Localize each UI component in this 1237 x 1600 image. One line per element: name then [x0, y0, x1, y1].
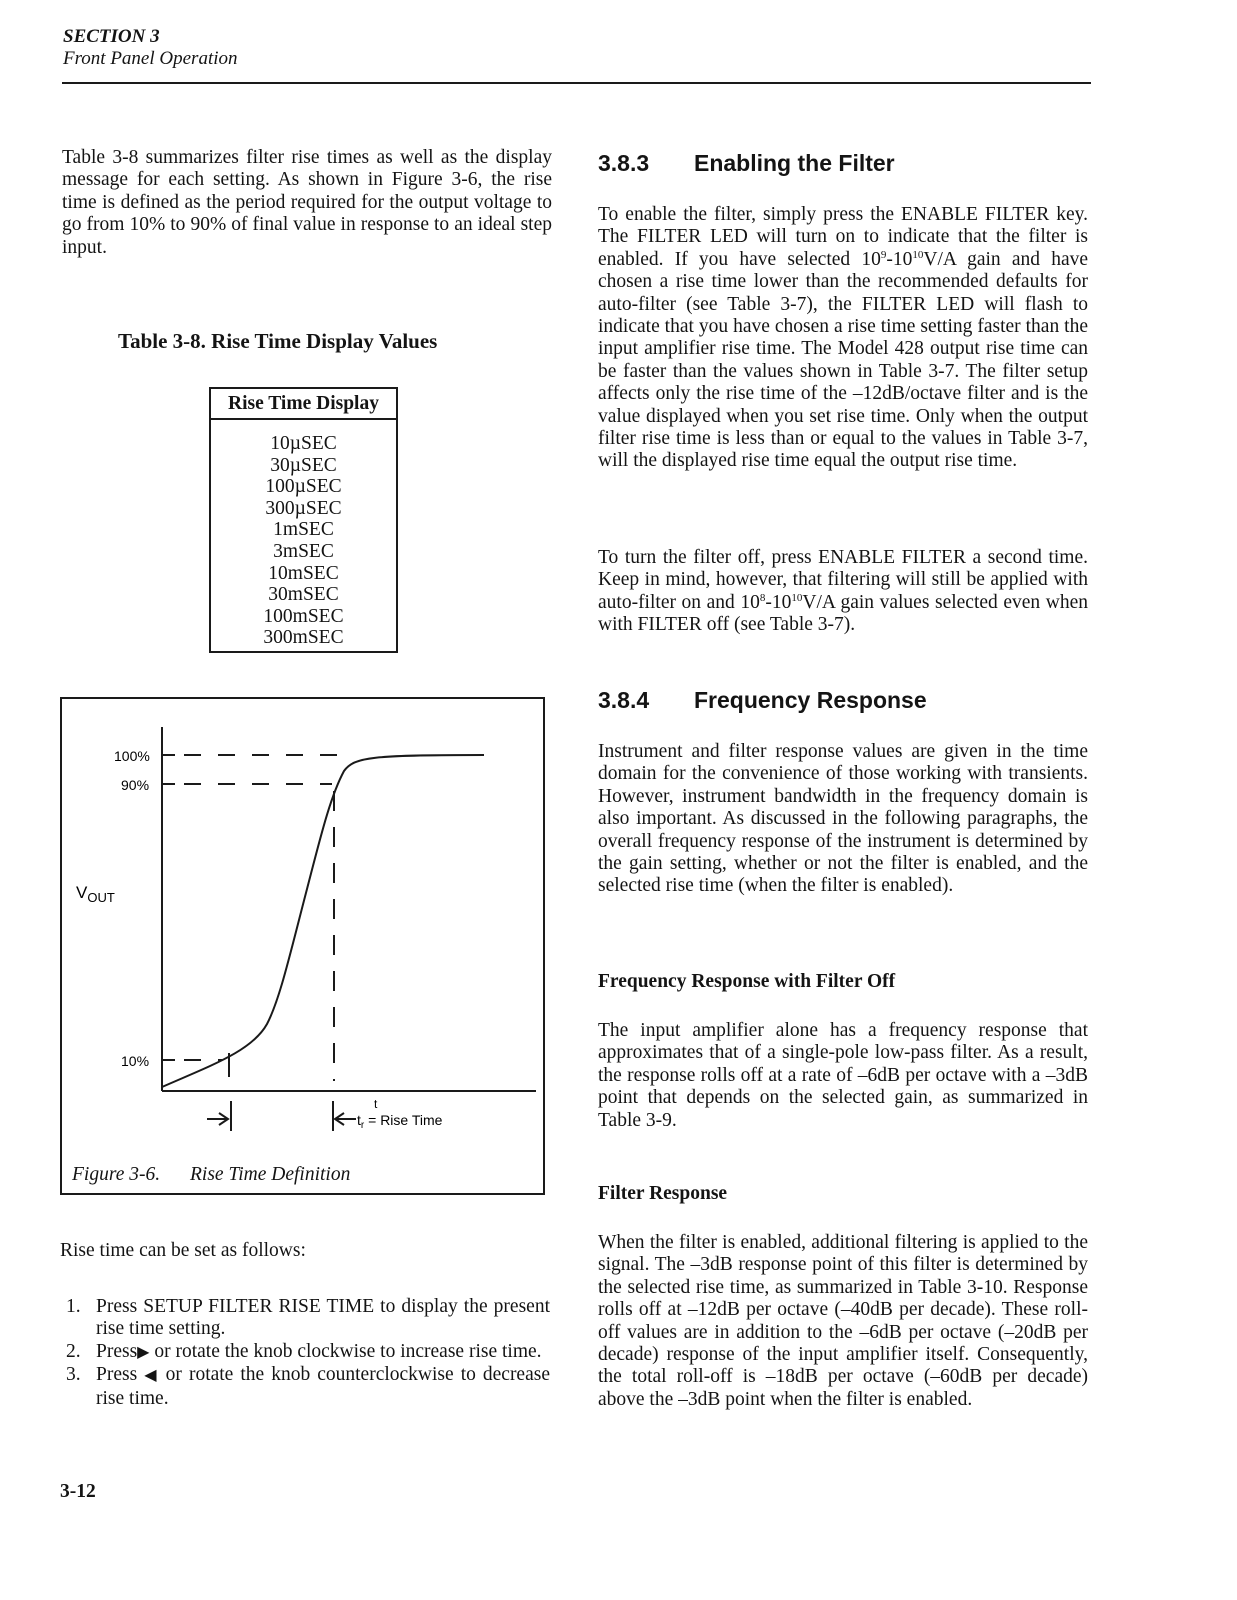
steps-list — [60, 1296, 550, 1410]
heading-3-8-4: 3.8.4 Frequency Response — [598, 687, 927, 713]
figure-title: Rise Time Definition — [190, 1164, 351, 1185]
vout-label: $V_{OUT}$ — [76, 883, 115, 905]
label-100: 100% — [114, 748, 150, 764]
table-row: 30µSEC — [270, 454, 337, 476]
heading-3-8-3: 3.8.3 Enabling the Filter — [598, 150, 895, 176]
table-row: 30mSEC — [268, 584, 339, 606]
label-10: 10% — [121, 1053, 150, 1069]
figure-number: Figure 3-6. — [72, 1164, 161, 1185]
enabling-filter-paragraph-1: To enable the filter, simply press the ENABLE FILTER key. The FILTER LED will turn on to indicate that the filter is enabled. If you have selected $10^9-10^{10}V/A$ gain and have chosen a rise time lower than the recommended defaults for auto-filter (see Table 3-7), the FILTER LED will flash to indicate that you have chosen a rise time setting faster than the input amplifier rise time. The Model 428 output rise time can be faster than the values shown in Table 3-7. The filter setup affects only the rise time of the –12dB/octave filter and is the value displayed when you set rise time. Only when the output filter rise time is less than or equal to the values in Table 3-7, will the displayed rise time equal the output rise time. — [598, 204, 1089, 472]
t-mark: t — [374, 1097, 378, 1111]
list-item: 1. Press SETUP FILTER RISE TIME to display the present rise time setting. — [66, 1296, 550, 1340]
rise-time-diagram — [62, 699, 547, 1197]
table-row: 10mSEC — [268, 562, 339, 584]
page-number: 3-12 — [60, 1481, 96, 1502]
subheading-filter-off: Frequency Response with Filter Off — [598, 971, 896, 992]
frequency-response-paragraph: Instrument and filter response values are given in the time domain for the convenience of those working with transients. However, instrument bandwidth in the frequency domain is also important. As discussed in the following paragraphs, the overall frequency response of the instrument is determined by the gain setting, whether or not the filter is enabled, and the selected rise time (when the filter is enabled). — [598, 741, 1088, 897]
table-row: 10µSEC — [270, 433, 337, 454]
figure-caption — [72, 1164, 350, 1186]
table-row: 1mSEC — [273, 519, 334, 541]
table-header: Rise Time Display — [211, 389, 396, 420]
list-item: 2. Press▶ or rotate the knob clockwise to increase rise time. — [66, 1340, 542, 1362]
header-rule — [62, 82, 1091, 84]
left-arrow-key-icon: ◀ — [144, 1367, 159, 1385]
steps-intro: Rise time can be set as follows: — [60, 1240, 306, 1261]
section-subtitle: Front Panel Operation — [63, 48, 238, 69]
rise-time-table — [209, 387, 398, 653]
table-row: 100mSEC — [263, 605, 344, 627]
list-item: 3. Press ◀ or rotate the knob counterclockwise to decrease rise time. — [66, 1364, 550, 1409]
section-label: SECTION 3 — [63, 26, 160, 47]
table-body — [211, 433, 396, 649]
rise-time-label: $t_r$ = Rise Time — [357, 1112, 443, 1131]
table-row: 300mSEC — [263, 627, 344, 649]
table-row: 3mSEC — [273, 540, 334, 562]
right-arrow-key-icon: ▶ — [137, 1343, 150, 1361]
table-row: 300µSEC — [265, 497, 342, 519]
intro-paragraph: Table 3-8 summarizes filter rise times as well as the display message for each setting. As shown in Figure 3-6, the rise time is defined as the period required for the output voltage to go from 10% to 90% of final value in response to an ideal step input. — [62, 147, 552, 258]
subheading-filter-response: Filter Response — [598, 1183, 728, 1204]
label-90: 90% — [121, 777, 150, 793]
figure-rise-time-definition — [60, 697, 545, 1195]
running-header — [63, 26, 238, 70]
filter-response-paragraph: When the filter is enabled, additional filtering is applied to the signal. The –3dB response point of this filter is determined by the selected rise time, as summarized in Table 3-10. Response rolls off at –12dB per octave (–40dB per decade). These roll-off values are in addition to the –6dB per octave (–20dB per decade) response of the input amplifier itself. Consequently, the total roll-off is –18dB per octave (–60dB per decade) above the –3dB point when the filter is enabled. — [598, 1232, 1088, 1410]
table-row: 100µSEC — [265, 476, 342, 498]
enabling-filter-paragraph-2: To turn the filter off, press ENABLE FILTER a second time. Keep in mind, however, that filtering will still be applied with auto-filter on and $10^8-10^{10}V/A$ gain values selected even when with FILTER off (see Table 3-7). — [598, 547, 1088, 636]
response-curve — [162, 755, 484, 1087]
table-title: Table 3-8. Rise Time Display Values — [118, 329, 438, 353]
filter-off-paragraph: The input amplifier alone has a frequency response that approximates that of a single-pole low-pass filter. As a result, the response rolls off at a rate of –6dB per octave with a –3dB point that depends on the selected gain, as summarized in Table 3-9. — [598, 1020, 1088, 1131]
